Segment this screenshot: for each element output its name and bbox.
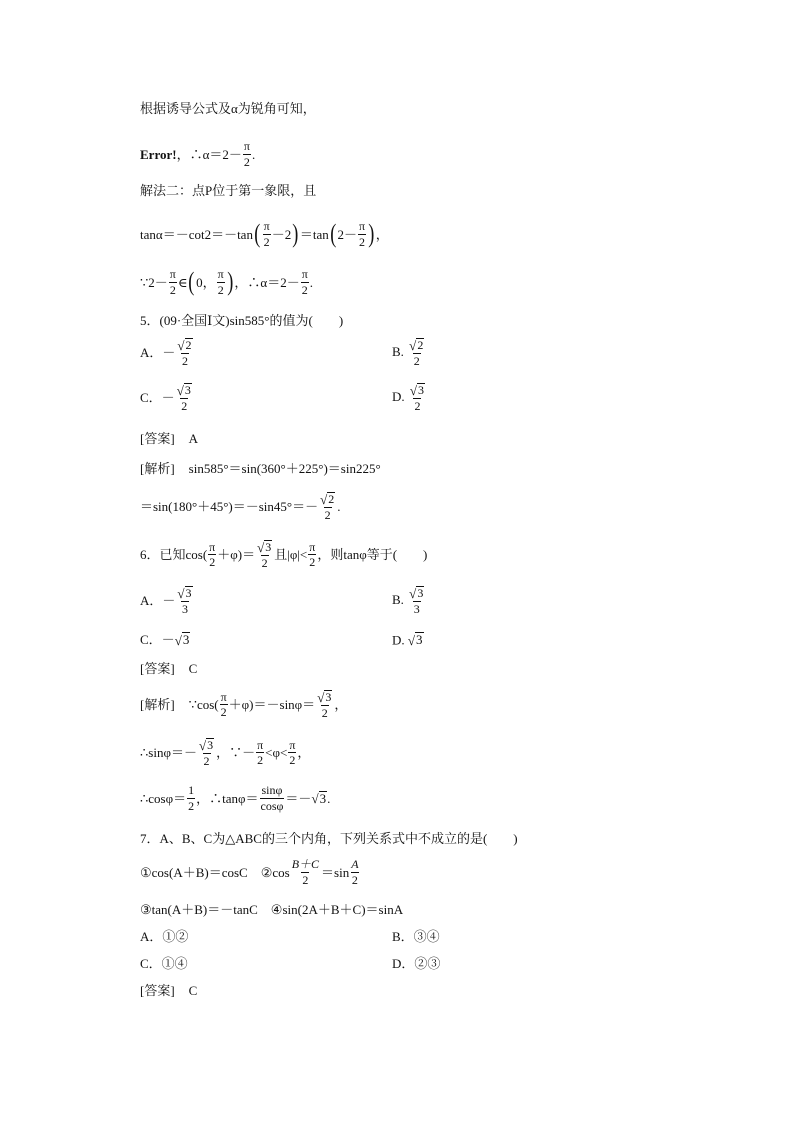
fraction: $\frac{\pi}{2}$ bbox=[217, 267, 224, 297]
fraction: √ 3 3 bbox=[177, 585, 192, 617]
method-two-text: 解法二：点P位于第一象限，且 bbox=[140, 183, 317, 198]
question-5-options-row: A． － √ 2 2 B. √ 2 2 bbox=[140, 337, 424, 369]
sqrt: √ 3 bbox=[407, 632, 423, 648]
fraction: $\frac{\pi}{2}$ bbox=[358, 219, 366, 249]
question-6-stem: 6．已知cos( $\frac{\pi}{2}$ ＋φ)＝ √ 3 2 且|φ|< $\frac{\pi}{2}$ ，则tanφ等于( ) bbox=[140, 539, 428, 571]
fraction: $\frac{1}{2}$ bbox=[188, 783, 195, 813]
equation-line: tanα＝－cot2＝－tan ( $\frac{\pi}{2}$ －2 ) ＝tan ( 2－ $\frac{\pi}{2}$ ) ， bbox=[140, 219, 389, 249]
question-7-options-row: C．①④ D．②③ bbox=[140, 956, 441, 971]
question-7-options-row: A．①② B．③④ bbox=[140, 929, 440, 944]
text-line bbox=[140, 184, 316, 197]
fraction: √ 3 3 bbox=[409, 585, 424, 617]
fraction: √ 3 2 bbox=[317, 689, 332, 721]
question-6-options-row: A． － √ 3 3 B. √ 3 3 bbox=[140, 585, 424, 617]
question-5-stem: 5．(09·全国Ⅰ文)sin585°的值为( ) bbox=[140, 313, 344, 328]
equation-text: ，∴α＝2－ bbox=[176, 146, 242, 162]
fraction: √ 2 2 bbox=[409, 337, 424, 369]
question-7-stem: 7．A、B、C为△ABC的三个内角，下列关系式中不成立的是( ) bbox=[140, 831, 518, 846]
fraction: $\frac{\pi}{2}$ bbox=[309, 539, 316, 570]
fraction: $\frac{\pi}{2}$ bbox=[301, 267, 308, 297]
question-6-explanation: [解析] ∵cos( $\frac{\pi}{2}$ ＋φ)＝－sinφ＝ √ 3 2 ， bbox=[140, 689, 348, 721]
question-6-answer: [答案] C bbox=[140, 661, 198, 676]
fraction: $\frac{\pi}{2}$ bbox=[209, 539, 216, 570]
sqrt: √ 3 bbox=[311, 790, 327, 807]
question-5-explanation: [解析] sin585°＝sin(360°＋225°)＝sin225° bbox=[140, 461, 381, 476]
fraction: $\frac{A}{2}$ bbox=[351, 857, 359, 887]
question-6-explanation: ∴cosφ＝ $\frac{1}{2}$ ，∴tanφ＝ $\frac{\sin\varphi}{\cos\varphi}$ ＝－ √ 3 . bbox=[140, 783, 331, 813]
sqrt: √ 3 bbox=[174, 632, 190, 648]
question-7-answer: [答案] C bbox=[140, 983, 198, 998]
fraction: √ 3 2 bbox=[198, 737, 214, 769]
fraction: √ 2 2 bbox=[320, 491, 335, 523]
fraction: $\frac{\pi}{2}$ bbox=[263, 219, 270, 249]
error-text: Error! bbox=[140, 146, 177, 162]
fraction: √ 3 2 bbox=[409, 382, 425, 414]
question-5-answer: [答案] A bbox=[140, 431, 199, 446]
fraction: $\frac{\pi}{2}$ bbox=[220, 689, 227, 720]
question-5-explanation: ＝sin(180°＋45°)＝－sin45°＝－ √ 2 2 . bbox=[140, 491, 341, 523]
equation-line: ∵2－ $\frac{\pi}{2}$ ∈ ( 0， $\frac{\pi}{2}$ ) ，∴α＝2－ $\frac{\pi}{2}$ . bbox=[140, 267, 314, 297]
question-7-relations: ③tan(A＋B)＝－tanC ④sin(2A＋B＋C)＝sinA bbox=[140, 902, 404, 917]
fraction: $\frac{\pi}{2}$ bbox=[169, 267, 176, 297]
text-line: Error! ，∴α＝2－ $\frac{\pi}{2}$ . bbox=[140, 139, 256, 169]
fraction: $\frac{\sin\varphi}{\cos\varphi}$ bbox=[260, 783, 284, 813]
fraction: $\frac{\pi}{2}$ bbox=[257, 737, 264, 768]
text-line bbox=[140, 102, 316, 115]
fraction: √ 3 2 bbox=[176, 382, 191, 414]
question-5-options-row: C． － √ 3 2 D. √ 3 2 bbox=[140, 382, 425, 414]
fraction: $\frac{\pi}{2}$ bbox=[289, 737, 296, 768]
question-6-options-row: C． － √ 3 D. √ 3 bbox=[140, 631, 423, 648]
question-6-explanation: ∴sinφ＝－ √ 3 2 ，∵－ $\frac{\pi}{2}$ <φ< $\frac{\pi}{2}$ ， bbox=[140, 737, 311, 769]
fraction: $\frac{B+C}{2}$ bbox=[291, 857, 320, 887]
solution-text: 根据诱导公式及α为锐角可知， bbox=[140, 101, 316, 116]
fraction: √ 3 2 bbox=[257, 539, 272, 571]
fraction: √ 2 2 bbox=[177, 337, 192, 369]
question-7-relations: ①cos(A＋B)＝cosC ②cos $\frac{B+C}{2}$ ＝sin $\frac{A}{2}$ bbox=[140, 857, 359, 887]
fraction: $\frac{\pi}{2}$ bbox=[243, 139, 250, 169]
